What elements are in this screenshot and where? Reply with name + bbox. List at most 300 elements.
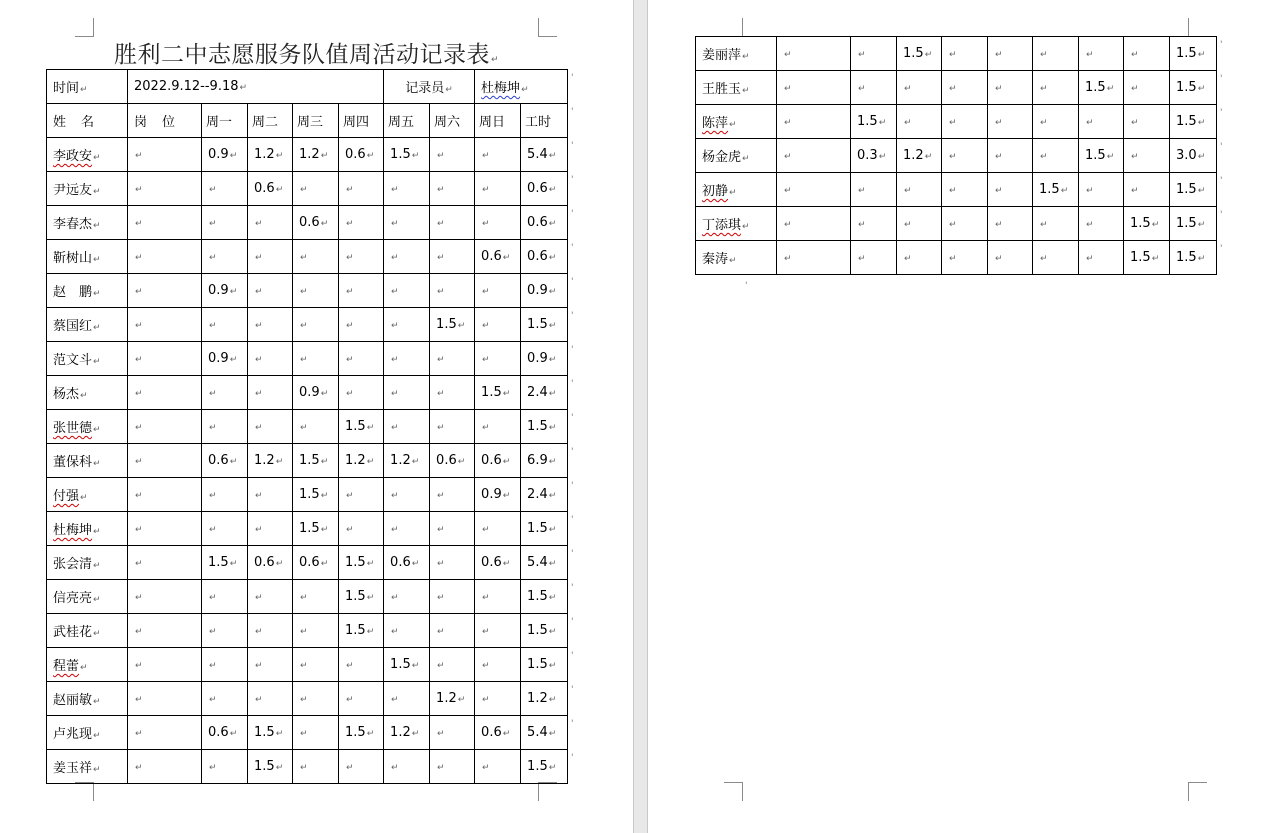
name-cell[interactable] [47, 512, 128, 546]
hours-cell[interactable] [521, 444, 568, 478]
table-row [47, 614, 568, 648]
recorder-label-cell[interactable]: 记录员↵ [384, 70, 475, 104]
day-cell[interactable] [293, 682, 339, 716]
day-cell-text: 0.3 [857, 148, 878, 163]
day-cell[interactable] [475, 512, 521, 546]
column-header-thu[interactable] [339, 104, 384, 138]
day-cell[interactable] [339, 750, 384, 784]
day-cell[interactable] [384, 478, 430, 512]
day-cell[interactable] [384, 308, 430, 342]
paragraph-mark: ↵ [482, 185, 490, 195]
day-cell[interactable] [293, 206, 339, 240]
name-cell[interactable] [47, 614, 128, 648]
day-cell[interactable] [293, 750, 339, 784]
post-cell[interactable] [777, 37, 851, 71]
day-cell[interactable] [248, 274, 293, 308]
post-cell[interactable] [128, 750, 202, 784]
name-cell[interactable] [47, 750, 128, 784]
day-cell[interactable] [202, 376, 248, 410]
hours-cell[interactable] [1170, 173, 1217, 207]
day-cell[interactable] [988, 139, 1033, 173]
post-cell[interactable] [128, 410, 202, 444]
day-cell[interactable] [293, 240, 339, 274]
day-cell[interactable] [248, 512, 293, 546]
day-cell[interactable] [293, 512, 339, 546]
post-cell[interactable] [128, 444, 202, 478]
day-cell[interactable] [384, 376, 430, 410]
day-cell[interactable] [339, 716, 384, 750]
day-cell[interactable] [202, 138, 248, 172]
hours-cell[interactable] [521, 376, 568, 410]
column-header-sun[interactable] [475, 104, 521, 138]
day-cell[interactable] [1079, 71, 1124, 105]
day-cell[interactable] [202, 274, 248, 308]
row-end-mark: ' [1220, 39, 1223, 50]
post-cell[interactable] [128, 546, 202, 580]
hours-cell[interactable] [1170, 71, 1217, 105]
day-cell[interactable] [1033, 105, 1079, 139]
day-cell[interactable] [475, 342, 521, 376]
day-cell[interactable] [339, 206, 384, 240]
day-cell[interactable] [1033, 207, 1079, 241]
day-cell[interactable] [384, 716, 430, 750]
day-cell[interactable] [202, 512, 248, 546]
name-cell[interactable] [47, 546, 128, 580]
day-cell[interactable] [384, 614, 430, 648]
hours-cell[interactable] [521, 648, 568, 682]
post-cell[interactable] [777, 139, 851, 173]
day-cell[interactable] [897, 105, 942, 139]
day-cell[interactable] [248, 580, 293, 614]
day-cell[interactable] [1124, 105, 1170, 139]
day-cell[interactable] [339, 444, 384, 478]
hours-cell[interactable] [521, 172, 568, 206]
hours-cell-text: 1.5 [1176, 46, 1197, 61]
day-cell[interactable] [202, 682, 248, 716]
day-cell[interactable] [384, 444, 430, 478]
name-cell[interactable] [47, 206, 128, 240]
name-cell[interactable] [47, 308, 128, 342]
day-cell[interactable] [475, 614, 521, 648]
day-cell[interactable] [293, 376, 339, 410]
day-cell[interactable] [851, 105, 897, 139]
day-cell[interactable] [430, 342, 475, 376]
day-cell[interactable] [384, 172, 430, 206]
day-cell[interactable] [942, 139, 988, 173]
paragraph-mark: ↵ [482, 423, 490, 433]
hours-cell[interactable] [521, 478, 568, 512]
paragraph-mark: ↵ [93, 357, 101, 367]
name-cell[interactable] [696, 173, 777, 207]
hours-cell[interactable] [521, 682, 568, 716]
hours-cell[interactable] [521, 240, 568, 274]
post-cell[interactable] [128, 138, 202, 172]
day-cell[interactable] [202, 206, 248, 240]
day-cell[interactable] [339, 512, 384, 546]
day-cell[interactable] [384, 682, 430, 716]
day-cell[interactable] [202, 750, 248, 784]
day-cell[interactable] [430, 682, 475, 716]
hours-cell[interactable] [1170, 37, 1217, 71]
day-cell[interactable] [339, 546, 384, 580]
day-cell[interactable] [202, 240, 248, 274]
day-cell[interactable] [475, 716, 521, 750]
day-cell[interactable] [897, 207, 942, 241]
day-cell[interactable] [202, 342, 248, 376]
day-cell[interactable] [248, 648, 293, 682]
day-cell[interactable] [202, 614, 248, 648]
day-cell[interactable] [430, 478, 475, 512]
day-cell[interactable] [897, 71, 942, 105]
hours-cell[interactable] [521, 206, 568, 240]
name-cell[interactable] [696, 105, 777, 139]
name-cell[interactable] [47, 478, 128, 512]
day-cell[interactable] [293, 274, 339, 308]
day-cell[interactable] [339, 308, 384, 342]
day-cell[interactable] [339, 580, 384, 614]
day-cell[interactable] [475, 308, 521, 342]
name-cell[interactable] [47, 716, 128, 750]
day-cell[interactable] [339, 342, 384, 376]
day-cell[interactable] [248, 206, 293, 240]
day-cell[interactable] [475, 376, 521, 410]
day-cell[interactable] [1079, 207, 1124, 241]
name-cell[interactable] [47, 138, 128, 172]
day-cell[interactable] [293, 716, 339, 750]
day-cell[interactable] [384, 206, 430, 240]
day-cell[interactable] [475, 750, 521, 784]
day-cell[interactable] [1124, 173, 1170, 207]
post-cell[interactable] [128, 682, 202, 716]
post-cell[interactable] [128, 580, 202, 614]
name-cell[interactable] [696, 207, 777, 241]
day-cell[interactable] [430, 580, 475, 614]
day-cell[interactable] [384, 546, 430, 580]
post-cell[interactable] [777, 71, 851, 105]
name-cell[interactable] [47, 172, 128, 206]
day-cell[interactable] [339, 240, 384, 274]
day-cell[interactable] [293, 546, 339, 580]
day-cell[interactable] [475, 444, 521, 478]
day-cell[interactable] [248, 308, 293, 342]
duty-record-table-continued[interactable] [695, 36, 1217, 275]
day-cell[interactable] [851, 71, 897, 105]
day-cell[interactable] [1033, 37, 1079, 71]
time-value-cell[interactable]: 2022.9.12--9.18↵ [128, 70, 384, 104]
day-cell[interactable] [202, 716, 248, 750]
hours-cell[interactable] [1170, 207, 1217, 241]
post-cell[interactable] [128, 240, 202, 274]
name-cell[interactable] [47, 444, 128, 478]
day-cell[interactable] [475, 546, 521, 580]
day-cell[interactable] [248, 546, 293, 580]
day-cell[interactable] [430, 206, 475, 240]
day-cell[interactable] [248, 682, 293, 716]
table-row [696, 37, 1217, 71]
day-cell[interactable] [897, 139, 942, 173]
day-cell[interactable] [1079, 139, 1124, 173]
day-cell[interactable] [851, 241, 897, 275]
day-cell[interactable] [339, 172, 384, 206]
post-cell[interactable] [128, 512, 202, 546]
day-cell[interactable] [293, 444, 339, 478]
day-cell[interactable] [851, 139, 897, 173]
day-cell[interactable] [1033, 241, 1079, 275]
day-cell[interactable] [202, 410, 248, 444]
column-header-wed[interactable] [293, 104, 339, 138]
post-cell[interactable] [128, 478, 202, 512]
day-cell[interactable] [1124, 241, 1170, 275]
post-cell[interactable] [777, 173, 851, 207]
day-cell[interactable] [202, 172, 248, 206]
paragraph-mark: ↵ [135, 661, 143, 671]
day-cell[interactable] [1079, 241, 1124, 275]
day-cell[interactable] [339, 376, 384, 410]
day-cell[interactable] [475, 478, 521, 512]
hours-cell[interactable] [521, 410, 568, 444]
paragraph-mark: ↵ [995, 186, 1003, 196]
crop-mark-bottom-left [724, 782, 743, 801]
day-cell-text: 1.5 [299, 487, 320, 502]
day-cell[interactable] [202, 308, 248, 342]
day-cell[interactable] [988, 207, 1033, 241]
day-cell[interactable] [384, 274, 430, 308]
day-cell[interactable] [988, 241, 1033, 275]
name-cell[interactable] [47, 682, 128, 716]
name-cell[interactable] [696, 139, 777, 173]
day-cell[interactable] [248, 410, 293, 444]
day-cell[interactable] [475, 206, 521, 240]
name-cell[interactable] [696, 37, 777, 71]
hours-cell[interactable] [521, 614, 568, 648]
post-cell[interactable] [128, 716, 202, 750]
day-cell[interactable] [988, 71, 1033, 105]
day-cell[interactable] [988, 37, 1033, 71]
day-cell[interactable] [248, 444, 293, 478]
day-cell[interactable] [384, 410, 430, 444]
hours-cell[interactable] [521, 512, 568, 546]
day-cell[interactable] [1079, 37, 1124, 71]
day-cell[interactable] [430, 240, 475, 274]
day-cell[interactable] [339, 682, 384, 716]
day-cell[interactable] [339, 274, 384, 308]
name-cell[interactable] [696, 71, 777, 105]
hours-cell[interactable] [1170, 241, 1217, 275]
day-cell[interactable] [475, 138, 521, 172]
day-cell[interactable] [339, 614, 384, 648]
column-header-fri[interactable] [384, 104, 430, 138]
document-title[interactable]: 胜利二中志愿服务队值周活动记录表↵ [113, 42, 500, 68]
day-cell[interactable] [202, 648, 248, 682]
post-cell[interactable] [128, 376, 202, 410]
day-cell[interactable] [293, 342, 339, 376]
day-cell[interactable] [988, 105, 1033, 139]
day-cell[interactable] [430, 512, 475, 546]
day-cell[interactable] [202, 444, 248, 478]
paragraph-mark: ↵ [949, 50, 957, 60]
day-cell[interactable] [475, 410, 521, 444]
day-cell[interactable] [293, 410, 339, 444]
paragraph-mark: ↵ [878, 118, 887, 128]
day-cell[interactable] [339, 478, 384, 512]
day-cell[interactable] [384, 648, 430, 682]
day-cell[interactable] [293, 172, 339, 206]
column-header-post[interactable] [128, 104, 202, 138]
day-cell[interactable] [293, 308, 339, 342]
day-cell[interactable] [293, 648, 339, 682]
column-header-tue[interactable] [248, 104, 293, 138]
day-cell[interactable] [942, 71, 988, 105]
recorder-value-cell[interactable]: 杜梅坤↵ [475, 70, 568, 104]
post-cell[interactable] [777, 105, 851, 139]
day-cell[interactable] [293, 478, 339, 512]
day-cell[interactable] [248, 716, 293, 750]
day-cell[interactable] [384, 240, 430, 274]
paragraph-mark: ↵ [1040, 220, 1048, 230]
post-cell[interactable] [128, 308, 202, 342]
hours-cell[interactable] [521, 274, 568, 308]
day-cell[interactable] [430, 716, 475, 750]
column-header-hours[interactable] [521, 104, 568, 138]
paragraph-mark: ↵ [391, 627, 399, 637]
day-cell[interactable] [339, 648, 384, 682]
day-cell[interactable] [293, 580, 339, 614]
day-cell[interactable] [384, 138, 430, 172]
day-cell[interactable] [851, 173, 897, 207]
hours-cell[interactable] [521, 308, 568, 342]
day-cell[interactable] [475, 580, 521, 614]
day-cell[interactable] [430, 614, 475, 648]
name-cell[interactable] [47, 342, 128, 376]
day-cell[interactable] [988, 173, 1033, 207]
day-cell[interactable] [248, 750, 293, 784]
day-cell[interactable] [851, 207, 897, 241]
post-cell[interactable] [128, 614, 202, 648]
day-cell[interactable] [1033, 71, 1079, 105]
hours-cell[interactable] [521, 546, 568, 580]
post-cell[interactable] [128, 342, 202, 376]
day-cell[interactable] [339, 138, 384, 172]
day-cell[interactable] [430, 546, 475, 580]
name-cell[interactable] [47, 580, 128, 614]
duty-record-table[interactable] [46, 69, 568, 784]
day-cell[interactable] [430, 648, 475, 682]
name-cell[interactable] [47, 410, 128, 444]
day-cell[interactable] [248, 376, 293, 410]
post-cell[interactable] [777, 241, 851, 275]
post-cell[interactable] [128, 274, 202, 308]
day-cell[interactable] [248, 478, 293, 512]
day-cell[interactable] [248, 342, 293, 376]
day-cell[interactable] [1079, 105, 1124, 139]
name-cell[interactable] [47, 240, 128, 274]
day-cell[interactable] [851, 37, 897, 71]
day-cell[interactable] [1124, 71, 1170, 105]
post-cell[interactable] [777, 207, 851, 241]
day-cell[interactable] [942, 105, 988, 139]
day-cell[interactable] [1124, 207, 1170, 241]
column-header-mon[interactable] [202, 104, 248, 138]
day-cell[interactable] [202, 478, 248, 512]
day-cell[interactable] [293, 138, 339, 172]
post-cell[interactable] [128, 172, 202, 206]
day-cell[interactable] [384, 750, 430, 784]
day-cell[interactable] [248, 614, 293, 648]
hours-cell[interactable] [521, 580, 568, 614]
column-header-sat[interactable] [430, 104, 475, 138]
post-cell[interactable] [128, 206, 202, 240]
day-cell[interactable] [248, 138, 293, 172]
day-cell[interactable] [475, 172, 521, 206]
day-cell[interactable] [475, 682, 521, 716]
day-cell[interactable] [430, 138, 475, 172]
name-cell[interactable] [47, 648, 128, 682]
hours-cell[interactable] [1170, 139, 1217, 173]
day-cell[interactable] [897, 173, 942, 207]
day-cell[interactable] [202, 546, 248, 580]
hours-cell[interactable] [521, 342, 568, 376]
day-cell[interactable] [430, 274, 475, 308]
day-cell-text: 1.5 [254, 725, 275, 740]
day-cell[interactable] [384, 512, 430, 546]
name-cell[interactable] [47, 274, 128, 308]
day-cell[interactable] [430, 410, 475, 444]
column-header-name[interactable] [47, 104, 128, 138]
time-label-cell[interactable]: 时间↵ [47, 70, 128, 104]
day-cell[interactable] [942, 241, 988, 275]
day-cell[interactable] [942, 207, 988, 241]
day-cell[interactable] [942, 173, 988, 207]
paragraph-mark: ↵ [502, 559, 511, 569]
hours-cell[interactable] [521, 716, 568, 750]
hours-cell[interactable] [521, 138, 568, 172]
day-cell[interactable] [430, 376, 475, 410]
day-cell[interactable] [430, 444, 475, 478]
day-cell[interactable] [1124, 139, 1170, 173]
paragraph-mark: ↵ [437, 729, 445, 739]
day-cell[interactable] [430, 308, 475, 342]
crop-mark-bottom-left [75, 782, 94, 801]
day-cell[interactable] [1033, 139, 1079, 173]
hours-cell[interactable] [1170, 105, 1217, 139]
day-cell[interactable] [897, 241, 942, 275]
day-cell[interactable] [202, 580, 248, 614]
day-cell[interactable] [1079, 173, 1124, 207]
day-cell[interactable] [339, 410, 384, 444]
name-cell[interactable] [696, 241, 777, 275]
day-cell[interactable] [475, 240, 521, 274]
table-row [696, 173, 1217, 207]
day-cell[interactable] [897, 37, 942, 71]
day-cell[interactable] [475, 274, 521, 308]
name-cell[interactable] [47, 376, 128, 410]
paragraph-mark: ↵ [255, 287, 263, 297]
day-cell[interactable] [293, 614, 339, 648]
day-cell[interactable] [430, 750, 475, 784]
post-cell[interactable] [128, 648, 202, 682]
day-cell[interactable] [1124, 37, 1170, 71]
name-cell-text: 杨杰 [53, 387, 80, 402]
day-cell[interactable] [248, 172, 293, 206]
hours-cell[interactable] [521, 750, 568, 784]
day-cell[interactable] [248, 240, 293, 274]
day-cell[interactable] [1033, 173, 1079, 207]
day-cell[interactable] [384, 580, 430, 614]
day-cell[interactable] [430, 172, 475, 206]
day-cell[interactable] [384, 342, 430, 376]
day-cell[interactable] [942, 37, 988, 71]
day-cell[interactable] [475, 648, 521, 682]
